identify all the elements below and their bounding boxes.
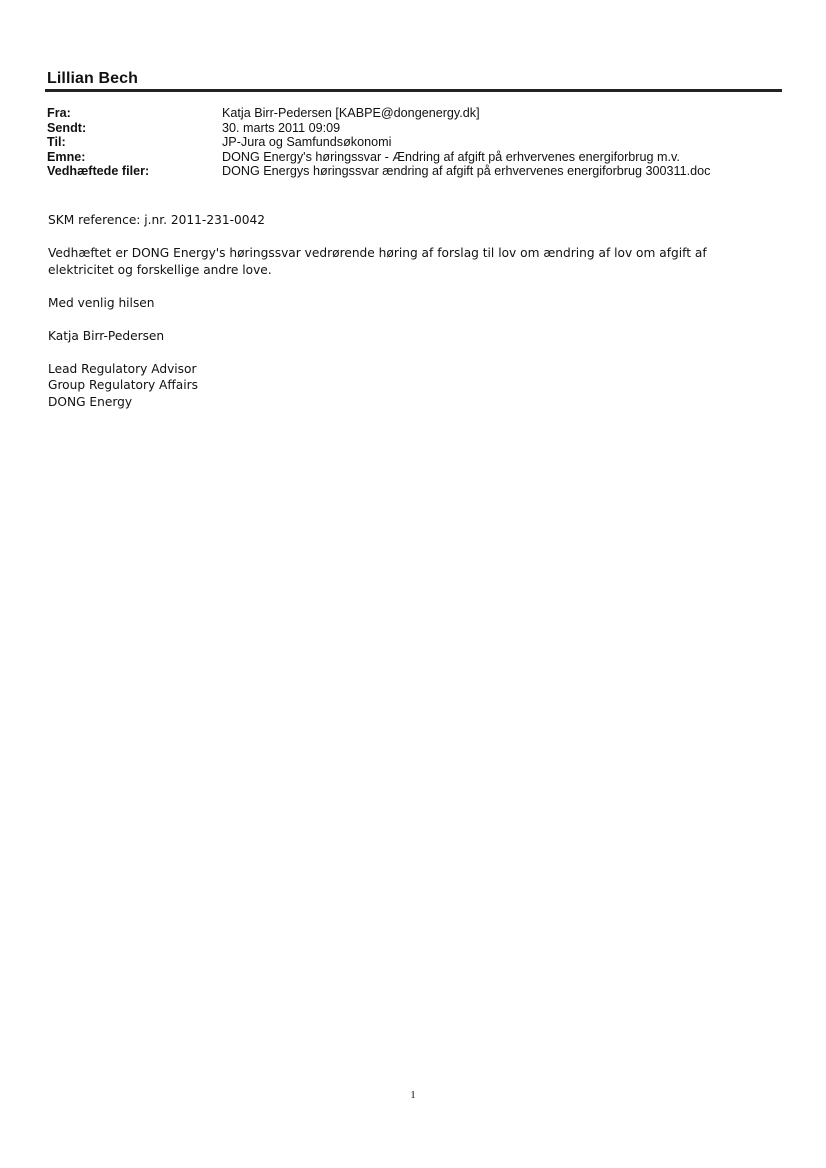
subject-value: DONG Energy's høringssvar - Ændring af afgift på erhvervenes energiforbrug m.v. <box>222 149 680 164</box>
sender-name: Katja Birr-Pedersen <box>48 328 165 343</box>
greeting: Med venlig hilsen <box>48 295 155 310</box>
page-number: 1 <box>410 1089 416 1101</box>
to-label: Til: <box>47 135 66 150</box>
from-value: Katja Birr-Pedersen [KABPE@dongenergy.dk] <box>222 106 480 120</box>
from-label: Fra: <box>47 106 71 120</box>
signature-department: Group Regulatory Affairs <box>48 378 198 392</box>
signature-title: Lead Regulatory Advisor <box>48 361 197 376</box>
sent-value: 30. marts 2011 09:09 <box>222 120 341 135</box>
signature-company: DONG Energy <box>48 394 133 409</box>
header-row-from <box>47 106 787 121</box>
subject-label: Emne: <box>47 149 86 164</box>
header-row-subject <box>47 150 787 165</box>
email-body <box>48 212 748 410</box>
to-value: JP-Jura og Samfundsøkonomi <box>222 135 392 150</box>
attachments-value: DONG Energys høringssvar ændring af afgift på erhvervenes energiforbrug 300311.doc <box>222 164 711 179</box>
signature-block <box>48 361 748 411</box>
message-line-1: Vedhæftet er DONG Energy's høringssvar vedrørende høring af forslag til lov om ændring af lov om afgift af <box>48 246 707 260</box>
message-paragraph <box>48 245 748 278</box>
sent-label: Sendt: <box>47 120 87 135</box>
header-divider <box>45 89 782 92</box>
mailbox-owner-name: Lillian Bech <box>47 70 138 87</box>
header-row-attachments <box>47 164 787 179</box>
email-header-block <box>47 106 787 179</box>
attachments-label: Vedhæftede filer: <box>47 164 150 179</box>
reference-line: SKM reference: j.nr. 2011-231-0042 <box>48 213 266 227</box>
header-row-to <box>47 135 787 150</box>
message-line-2: elektricitet og forskellige andre love. <box>48 262 272 277</box>
header-row-sent <box>47 121 787 136</box>
